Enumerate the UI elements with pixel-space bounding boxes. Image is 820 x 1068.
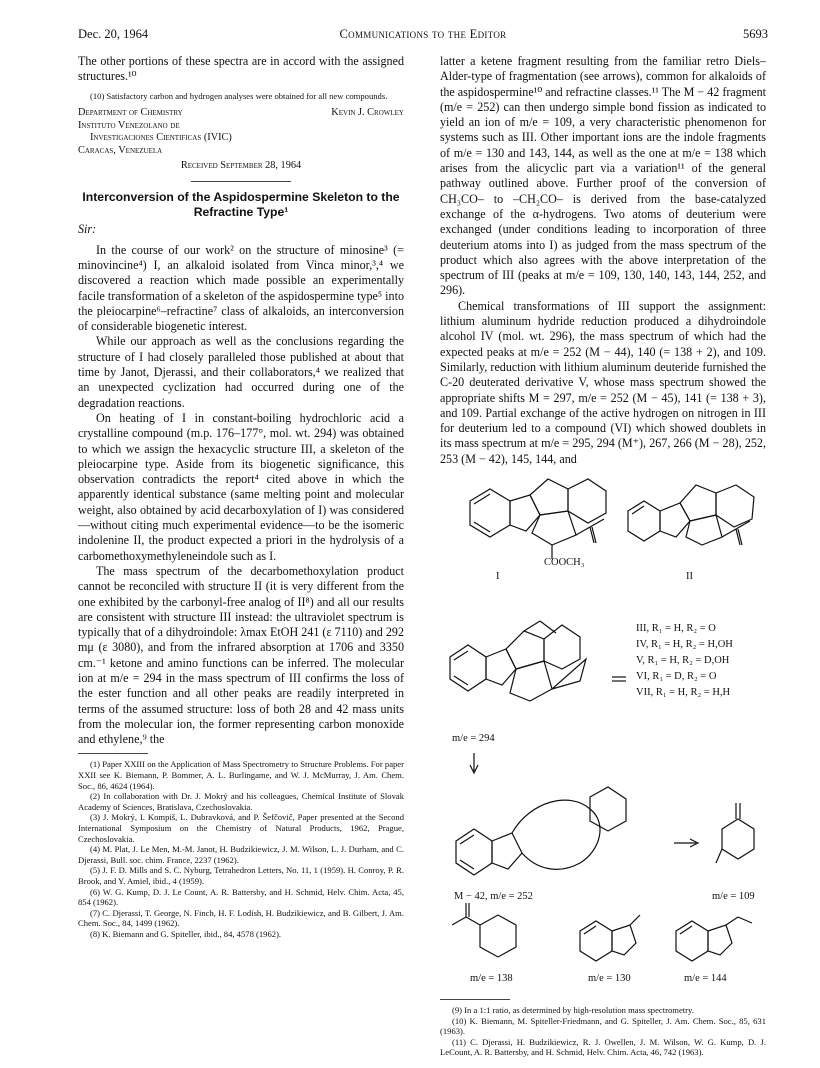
body-paragraph-1: In the course of our work² on the structure of minosine³ (= minovincine⁴) I, an alkaloid isolated from Vinca minor,³,⁴ we discovered a reaction which made possible an experimentally facile transformation of a skeleton of the aspidospermine type⁵ into the pleiocarpine⁶–refractine⁷ class of alkaloids, an interconversion of considerable biogenetic interest. [78, 242, 404, 334]
header-date: Dec. 20, 1964 [78, 27, 149, 41]
series-item: VI, R₁ = D, R₂ = O [636, 671, 717, 683]
right-column [440, 54, 766, 1063]
footnote-item: (1) Paper XXIII on the Application of Mass Spectrometry to Structure Problems. For paper XXII see K. Biemann, P. Bommer, A. L. Burlingame, and W. J. McMurray, J. Am. Chem. Soc., 86, 4624 (1964). [78, 759, 404, 791]
footnote-item: (10) K. Biemann, M. Spiteller-Friedmann, and G. Spiteller, J. Am. Chem. Soc., 85, 631 (1963). [440, 1015, 766, 1037]
label-I: I [496, 571, 500, 583]
label-me109: m/e = 109 [712, 891, 755, 903]
footnote-item: (11) C. Djerassi, H. Budzikiewicz, R. J. Owellen, J. M. Wilson, W. G. Kump, D. J. LeCount, A. R. Battersby, and H. Schmid, Helv. Chim. Acta, 46, 742 (1963). [440, 1036, 766, 1058]
left-column [78, 54, 404, 940]
body-paragraph-5: latter a ketene fragment resulting from the familiar retro Diels–Alder-type of fragmentation (see arrows), common for alkaloids of the aspidospermine¹⁰ and refractine classes.¹¹ The M − 42 fragment (m/e = 252) can then undergo simple bond fission as indicated to yield an ion of m/e = 109, a very characteristic phenomenon for systems such as III. Other important ions are the indole fragments of m/e = 130 and 143, 144, as well as the one at m/e = 138 which arises from the alicyclic part via a variation¹¹ of the general pathway outlined above. Further proof of the conversion of CH₃CO– to –CH₂CO– is derived from the base-catalyzed exchange of the α-hydrogens. Two atoms of deuterium were exchanged (under conditions leading to incorporation of three deuterium atoms into I) as judged from the mass spectrum of the product which also agrees with the above interpretation of the spectrum of III (peaks at m/e = 109, 130, 140, 143, 144, 252, and 296). [440, 54, 766, 298]
label-II: II [686, 571, 693, 583]
intro-paragraph: The other portions of these spectra are in accord with the assigned structures.¹⁰ [78, 54, 404, 84]
structure-m42-ion [456, 787, 626, 875]
header-page-number: 5693 [743, 27, 768, 41]
structure-figure [440, 471, 766, 1063]
structure-me130 [580, 915, 640, 961]
body-paragraph-3: On heating of I in constant-boiling hydrochloric acid a crystalline compound (m.p. 176–177°, mol. wt. 294) was obtained to which we assign the hexacyclic structure III, a skeleton of the pleiocarpine type. Aside from its biogenetic significance, this observation contradicts the report⁴ cited above in which the apparently identical substance (same melting point and molecular weight, also obtained by acid decarboxylation of I) was considered—without citing much experimental evidence—to be the isomeric indolenine II, the product expected a priori in the hydrolysis of a carbomethoxymethyleneindole such as I. [78, 410, 404, 563]
series-item: III, R₁ = H, R₂ = O [636, 623, 716, 635]
series-item: IV, R₁ = H, R₂ = H,OH [636, 639, 733, 651]
body-paragraph-4: The mass spectrum of the decarbomethoxylation product cannot be reconciled with structure II (it is very different from the one exhibited by the carbonyl-free analog of II⁸) and all our results are consistent with structure III instead: the ultraviolet spectrum is typically that of a dihydroindole: λmax EtOH 241 (ε 7110) and 292 mμ (ε 3080), and from the infrared absorption at 1706 and 3350 cm.⁻¹ ketone and amino functions can be inferred. The molecular ion at m/e = 294 in the mass spectrum of III confirms the loss of the ester function and all other peaks are readily interpreted in terms of the assumed structure: loss of both 28 and 42 mass units from the molecular ion, the former representing carbon monoxide and ethylene,⁹ the [78, 563, 404, 747]
affiliation-dept: Department of Chemistry [78, 107, 183, 119]
footnote-item: (9) In a 1:1 ratio, as determined by high-resolution mass spectrometry. [452, 1005, 694, 1016]
footnote-item: (6) W. G. Kump, D. J. Le Count, A. R. Battersby, and H. Schmid, Helv. Chim. Acta, 45, 854 (1962). [78, 886, 404, 908]
affiliation-inst1: Instituto Venezolano de [78, 119, 180, 131]
article-title: Interconversion of the Aspidospermine Skeleton to the Refractine Type¹ [82, 189, 400, 219]
label-me294: m/e = 294 [452, 733, 495, 745]
structure-I [470, 479, 606, 559]
footnote-item: (4) M. Plat, J. Le Men, M.-M. Janot, H. Budzikiewicz, J. M. Wilson, L. J. Durham, and C. Djerassi, Bull. soc. chim. France, 2237 (1962). [78, 844, 404, 865]
footnotes-right [440, 993, 766, 1058]
label-me252: M − 42, m/e = 252 [454, 891, 533, 903]
structure-me144 [676, 917, 752, 961]
series-item: V, R₁ = H, R₂ = D,OH [636, 655, 730, 667]
footnote-divider [78, 753, 148, 754]
author-name: Kevin J. Crowley [331, 107, 404, 119]
footnote-item: (8) K. Biemann and G. Spiteller, ibid., 84, 4578 (1962). [90, 928, 282, 939]
footnotes-left [78, 759, 404, 939]
label-me144: m/e = 144 [684, 973, 727, 985]
footnote-divider-right [440, 999, 510, 1000]
section-divider [191, 181, 291, 182]
affiliation-city: Caracas, Venezuela [78, 144, 163, 156]
footnote-item: (3) J. Mokrý, I. Kompiš, L. Dubravková, and P. Šefčovič, Paper presented at the Second International Symposium on the Chemistry of Natural Products, 1962, Prague, Czechoslovakia. [78, 812, 404, 844]
structure-me138 [452, 903, 516, 957]
label-me138: m/e = 138 [470, 973, 513, 985]
label-me130: m/e = 130 [588, 973, 631, 985]
footnote-10-left: (10) Satisfactory carbon and hydrogen analyses were obtained for all new compounds. [90, 90, 388, 101]
footnote-item: (2) In collaboration with Dr. J. Mokrý and his colleagues, Chemical Institute of Slovak Academy of Sciences, Bratislava, Czechoslovakia. [78, 791, 404, 812]
affiliation-inst2: Investigaciones Cientificas (IVIC) [90, 132, 232, 144]
structure-me109 [716, 803, 754, 863]
structure-III [450, 621, 626, 701]
body-paragraph-6: Chemical transformations of III support the assignment: lithium aluminum hydride reduction produced a dihydroindole alcohol IV (mol. wt. 296), the mass spectrum of which had the expected peaks at m/e = 252 (M − 44), 140 (= 138 + 2), and 109. Similarly, reduction with lithium aluminum deuteride furnished the C-20 deuterated derivative V, whose mass spectrum showed the appropriate shifts M = 297, m/e = 252 (M − 45), 141 (= 138 + 3), and 109. Partial exchange of the active hydrogen on nitrogen in III for deuterium led to a compound (VI) which showed doublets in its mass spectrum at m/e = 295, 294 (M⁺), 267, 266 (M − 28), 252, 253 (M − 42), 145, 144, and [440, 298, 766, 466]
salutation: Sir: [78, 221, 97, 236]
series-item: VII, R₁ = H, R₂ = H,H [636, 687, 731, 699]
received-date: Received September 28, 1964 [180, 160, 302, 172]
body-paragraph-2: While our approach as well as the conclusions regarding the structure of I had closely paralleled those published at about that time by Janot, Djerassi, and their collaborators,⁴ we realized that an unexpected cyclization had occurred during one of the degradation reactions. [78, 334, 404, 410]
header-journal: Communications to the Editor [339, 27, 507, 41]
structure-II [628, 485, 754, 545]
series-list [636, 621, 733, 701]
footnote-item: (5) J. F. D. Mills and S. C. Nyburg, Tetrahedron Letters, No. 11, 1 (1959). H. Conroy, P. R. Brook, and Y. Amiel, ibid., 4 (1959). [78, 865, 404, 887]
footnote-item: (7) C. Djerassi, T. George, N. Finch, H. F. Lodish, H. Budzikiewicz, and B. Gilbert, J. Am. Chem. Soc., 84, 1499 (1962). [78, 907, 404, 929]
affiliation-block [78, 107, 404, 173]
label-cooch3: COOCH₃ [544, 557, 585, 569]
page-header [78, 27, 768, 45]
